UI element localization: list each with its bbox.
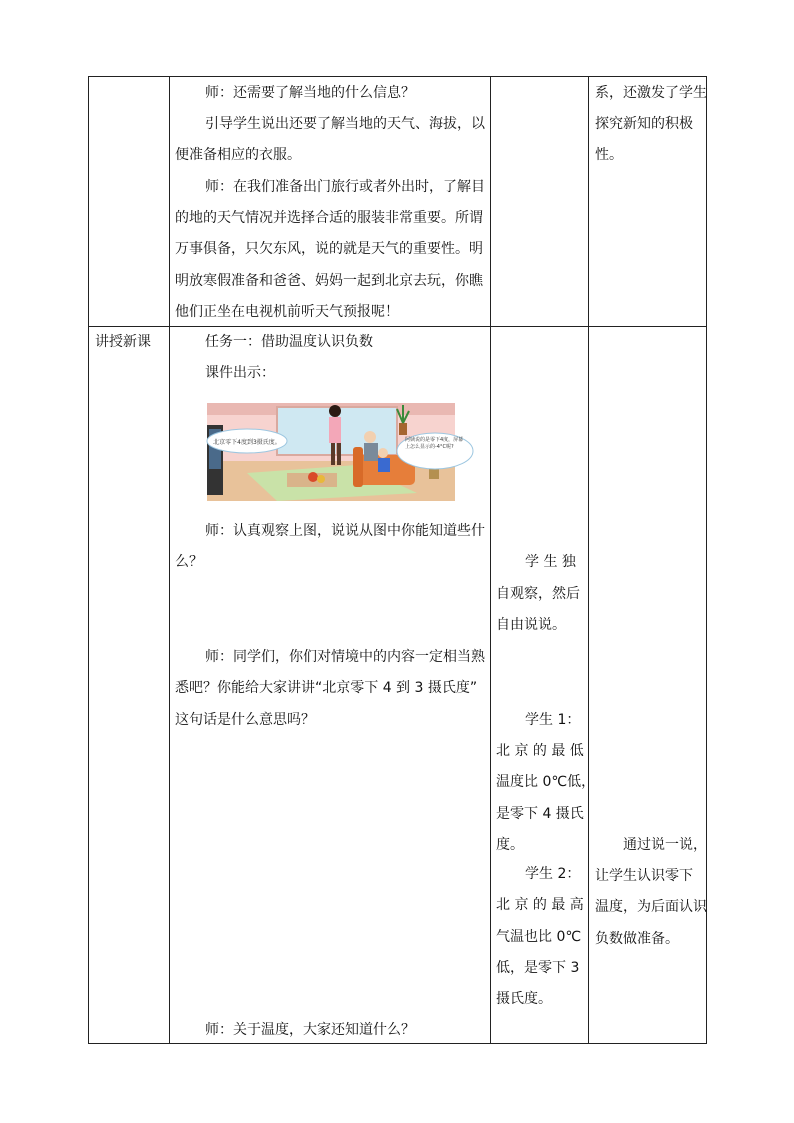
design-intent-line: 让学生认识零下 <box>595 868 693 884</box>
task-title: 任务一：借助温度认识负数 <box>205 334 373 350</box>
student-1-answer: 温度比 0℃低， <box>496 774 596 790</box>
student-2-answer: 低，是零下 3 <box>496 960 580 976</box>
content-line: 万事俱备，只欠东风，说的就是天气的重要性。明 <box>175 241 483 257</box>
student-2-answer: 气温也比 0℃ <box>496 929 582 945</box>
lesson-table <box>88 76 707 1044</box>
student-activity-line: 自观察，然后 <box>496 586 580 602</box>
design-intent-line: 通过说一说， <box>623 837 707 853</box>
student-activity-line: 自由说说。 <box>496 617 566 633</box>
content-line: 他们正坐在电视机前听天气预报呢！ <box>175 304 399 320</box>
student-activity-line: 学 生 独 <box>525 554 576 570</box>
bubble-right-text: 阿姨说的是零下4度，屏幕上怎么显示的-4°C呢? <box>405 437 464 450</box>
content-line: 引导学生说出还要了解当地的天气、海拔，以 <box>205 116 485 132</box>
student-1-answer: 度。 <box>496 837 524 853</box>
column-divider-2 <box>490 77 491 1043</box>
student-1-label: 学生 1： <box>525 712 581 728</box>
student-2-answer: 北 京 的 最 高 <box>496 897 584 913</box>
content-line: 的地的天气情况并选择合适的服装非常重要。所谓 <box>175 210 483 226</box>
design-intent-line: 系，还激发了学生 <box>595 85 707 101</box>
teacher-line: 师：还需要了解当地的什么信息？ <box>205 85 415 101</box>
design-intent-line: 性。 <box>595 147 623 163</box>
classroom-illustration <box>207 403 464 501</box>
design-intent-line: 探究新知的积极 <box>595 116 693 132</box>
teacher-line: 师：在我们准备出门旅行或者外出时，了解目 <box>205 179 485 195</box>
teacher-question-1: 师：认真观察上图，说说从图中你能知道些什 <box>205 523 485 539</box>
content-line: 这句话是什么意思吗？ <box>175 712 315 728</box>
teacher-question-2: 师：同学们，你们对情境中的内容一定相当熟 <box>205 649 485 665</box>
design-intent-line: 负数做准备。 <box>595 931 679 947</box>
teacher-question-3: 师：关于温度，大家还知道什么？ <box>205 1022 415 1038</box>
content-line: 明放寒假准备和爸爸、妈妈一起到北京去玩，你瞧 <box>175 273 483 289</box>
student-2-label: 学生 2： <box>525 866 581 882</box>
design-intent-line: 温度，为后面认识 <box>595 899 707 915</box>
column-divider-3 <box>588 77 589 1043</box>
section-label: 讲授新课 <box>95 334 151 350</box>
content-line: 便准备相应的衣服。 <box>175 147 301 163</box>
family-watching-tv-image <box>207 403 464 501</box>
student-1-answer: 北 京 的 最 低 <box>496 743 584 759</box>
student-2-answer: 摄氏度。 <box>496 991 552 1007</box>
bubble-left-text: 北京零下4度到3摄氏度。 <box>213 439 281 446</box>
column-divider-1 <box>169 77 170 1043</box>
content-line: 悉吧？你能给大家讲讲“北京零下 4 到 3 摄氏度” <box>175 680 478 696</box>
student-1-answer: 是零下 4 摄氏 <box>496 806 584 822</box>
courseware-label: 课件出示： <box>205 365 275 381</box>
content-line: 么？ <box>175 554 203 570</box>
